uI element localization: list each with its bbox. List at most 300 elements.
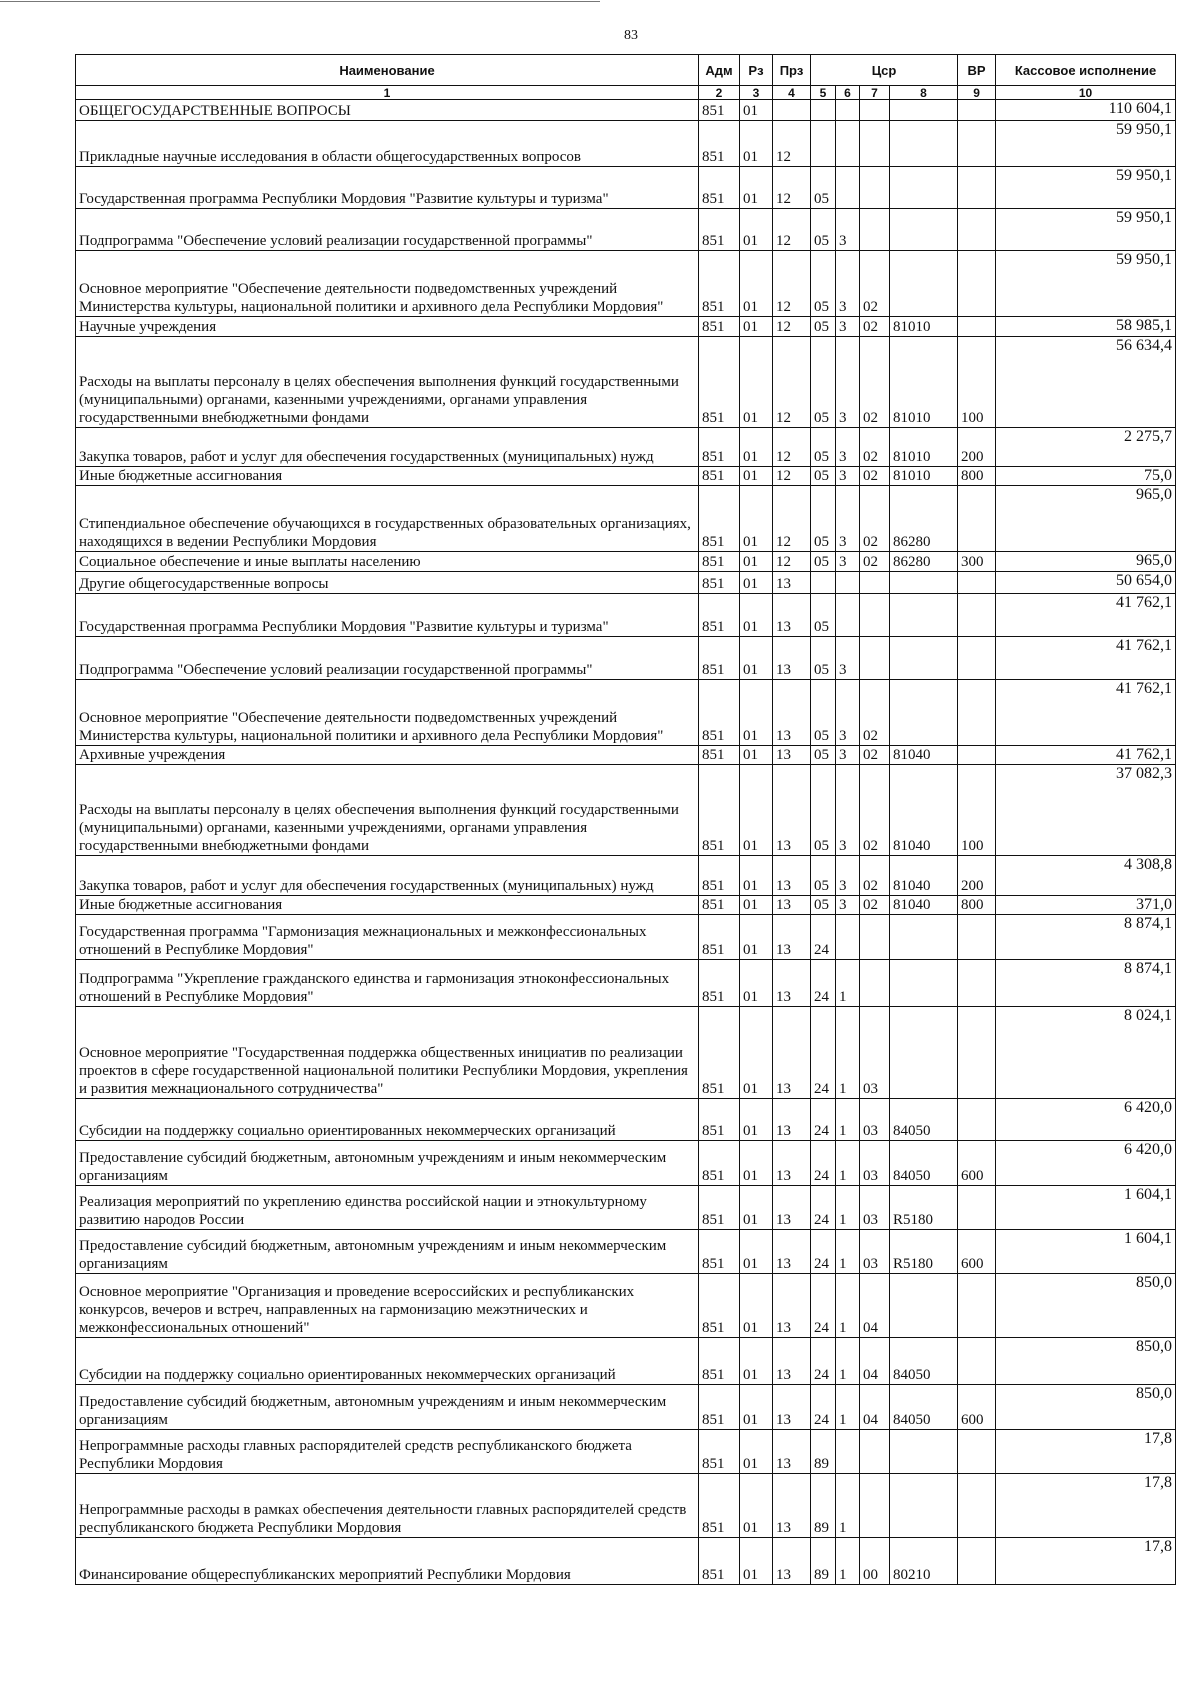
vr-code: [958, 960, 996, 1007]
row-name: Субсидии на поддержку социально ориентированных некоммерческих организаций: [76, 1099, 699, 1141]
vr-code: [958, 1474, 996, 1538]
table-row: [76, 167, 1176, 209]
csr-code-7: [860, 167, 890, 209]
adm-code: 851: [699, 251, 740, 317]
adm-code: 851: [699, 1274, 740, 1338]
prz-code: 13: [773, 572, 811, 594]
csr-code-7: 03: [860, 1230, 890, 1274]
row-name: Архивные учреждения: [76, 746, 699, 765]
column-number: 4: [773, 86, 811, 100]
amount-value: 6 420,0: [996, 1099, 1176, 1141]
table-row: [76, 486, 1176, 552]
adm-code: 851: [699, 1007, 740, 1099]
column-number: 3: [740, 86, 773, 100]
prz-code: 12: [773, 337, 811, 428]
csr-code-6: 3: [836, 428, 860, 467]
csr-code-5: 05: [811, 765, 836, 856]
prz-code: 13: [773, 1230, 811, 1274]
row-name: Государственная программа "Гармонизация межнациональных и межконфессиональных отношений в Республике Мордовия": [76, 915, 699, 960]
row-name: Основное мероприятие "Обеспечение деятельности подведомственных учреждений Министерства культуры, национальной политики и архивного дела Республики Мордовия": [76, 680, 699, 746]
rz-code: 01: [740, 1186, 773, 1230]
csr-code-5: 24: [811, 1099, 836, 1141]
prz-code: 13: [773, 1430, 811, 1474]
vr-code: 200: [958, 428, 996, 467]
csr-code-5: 89: [811, 1538, 836, 1585]
rz-code: 01: [740, 317, 773, 337]
rz-code: 01: [740, 209, 773, 251]
rz-code: 01: [740, 960, 773, 1007]
prz-code: 12: [773, 467, 811, 486]
csr-code-5: 05: [811, 552, 836, 572]
vr-code: 300: [958, 552, 996, 572]
amount-value: 1 604,1: [996, 1230, 1176, 1274]
csr-code-7: 02: [860, 856, 890, 896]
rz-code: 01: [740, 1538, 773, 1585]
csr-code-8: 86280: [890, 486, 958, 552]
table-body: [76, 100, 1176, 1585]
table-row: [76, 209, 1176, 251]
rz-code: 01: [740, 486, 773, 552]
csr-code-6: 3: [836, 765, 860, 856]
prz-code: 13: [773, 960, 811, 1007]
csr-code-6: 1: [836, 1338, 860, 1385]
rz-code: 01: [740, 765, 773, 856]
adm-code: 851: [699, 1430, 740, 1474]
rz-code: 01: [740, 552, 773, 572]
row-name: Реализация мероприятий по укреплению единства российской нации и этнокультурному развитию народов России: [76, 1186, 699, 1230]
column-number: 7: [860, 86, 890, 100]
vr-code: [958, 915, 996, 960]
amount-value: 59 950,1: [996, 121, 1176, 167]
csr-code-7: 02: [860, 337, 890, 428]
rz-code: 01: [740, 637, 773, 680]
table-row: [76, 765, 1176, 856]
table-row: [76, 1274, 1176, 1338]
amount-value: 41 762,1: [996, 594, 1176, 637]
prz-code: 12: [773, 251, 811, 317]
csr-code-8: 81010: [890, 337, 958, 428]
csr-code-8: [890, 637, 958, 680]
csr-code-6: 1: [836, 1385, 860, 1430]
rz-code: 01: [740, 896, 773, 915]
prz-code: 13: [773, 765, 811, 856]
csr-code-6: 1: [836, 1099, 860, 1141]
table-row: [76, 1385, 1176, 1430]
csr-code-6: 3: [836, 317, 860, 337]
table-row: [76, 1186, 1176, 1230]
row-name: Предоставление субсидий бюджетным, автономным учреждениям и иным некоммерческим организациям: [76, 1141, 699, 1186]
adm-code: 851: [699, 915, 740, 960]
adm-code: 851: [699, 896, 740, 915]
row-name: Подпрограмма "Укрепление гражданского единства и гармонизация этноконфессиональных отношений в Республике Мордовия": [76, 960, 699, 1007]
prz-code: 13: [773, 594, 811, 637]
prz-code: [773, 100, 811, 121]
header-vr: ВР: [958, 55, 996, 86]
rz-code: 01: [740, 1474, 773, 1538]
vr-code: 200: [958, 856, 996, 896]
adm-code: 851: [699, 317, 740, 337]
csr-code-6: 1: [836, 960, 860, 1007]
adm-code: 851: [699, 428, 740, 467]
csr-code-7: 02: [860, 746, 890, 765]
csr-code-8: 81010: [890, 428, 958, 467]
csr-code-8: 81040: [890, 896, 958, 915]
csr-code-7: [860, 1430, 890, 1474]
csr-code-5: 89: [811, 1474, 836, 1538]
vr-code: [958, 1430, 996, 1474]
csr-code-5: [811, 121, 836, 167]
amount-value: 8 874,1: [996, 915, 1176, 960]
vr-code: [958, 209, 996, 251]
row-name: Подпрограмма "Обеспечение условий реализации государственной программы": [76, 637, 699, 680]
adm-code: 851: [699, 167, 740, 209]
table-row: [76, 1007, 1176, 1099]
vr-code: 100: [958, 337, 996, 428]
vr-code: [958, 100, 996, 121]
adm-code: 851: [699, 594, 740, 637]
adm-code: 851: [699, 572, 740, 594]
rz-code: 01: [740, 467, 773, 486]
csr-code-8: [890, 1430, 958, 1474]
csr-code-7: [860, 915, 890, 960]
csr-code-7: 02: [860, 428, 890, 467]
adm-code: 851: [699, 637, 740, 680]
column-number: 10: [996, 86, 1176, 100]
row-name: Государственная программа Республики Мордовия "Развитие культуры и туризма": [76, 594, 699, 637]
csr-code-8: 81040: [890, 746, 958, 765]
table-row: [76, 1430, 1176, 1474]
csr-code-6: 1: [836, 1141, 860, 1186]
rz-code: 01: [740, 1430, 773, 1474]
adm-code: 851: [699, 337, 740, 428]
amount-value: 17,8: [996, 1538, 1176, 1585]
prz-code: 13: [773, 1141, 811, 1186]
column-number: 8: [890, 86, 958, 100]
header-csr: Цср: [811, 55, 958, 86]
adm-code: 851: [699, 856, 740, 896]
csr-code-8: [890, 100, 958, 121]
table-row: [76, 637, 1176, 680]
prz-code: 13: [773, 1007, 811, 1099]
row-name: Подпрограмма "Обеспечение условий реализации государственной программы": [76, 209, 699, 251]
csr-code-6: 1: [836, 1474, 860, 1538]
column-number: 6: [836, 86, 860, 100]
vr-code: [958, 680, 996, 746]
prz-code: 13: [773, 1474, 811, 1538]
header-name: Наименование: [76, 55, 699, 86]
page-number: 83: [624, 28, 638, 43]
csr-code-7: 02: [860, 486, 890, 552]
csr-code-5: 05: [811, 594, 836, 637]
vr-code: [958, 1274, 996, 1338]
csr-code-7: [860, 1474, 890, 1538]
csr-code-7: 02: [860, 765, 890, 856]
row-name: Непрограммные расходы в рамках обеспечения деятельности главных распорядителей средств республиканского бюджета Республики Мордовия: [76, 1474, 699, 1538]
csr-code-5: 05: [811, 486, 836, 552]
csr-code-5: 24: [811, 1141, 836, 1186]
csr-code-8: [890, 915, 958, 960]
prz-code: 13: [773, 1099, 811, 1141]
csr-code-6: 3: [836, 637, 860, 680]
amount-value: 371,0: [996, 896, 1176, 915]
csr-code-8: 86280: [890, 552, 958, 572]
csr-code-5: 89: [811, 1430, 836, 1474]
csr-code-8: 84050: [890, 1099, 958, 1141]
csr-code-8: 84050: [890, 1385, 958, 1430]
table-row: [76, 1474, 1176, 1538]
vr-code: [958, 1099, 996, 1141]
amount-value: 8 024,1: [996, 1007, 1176, 1099]
row-name: Субсидии на поддержку социально ориентированных некоммерческих организаций: [76, 1338, 699, 1385]
vr-code: 800: [958, 467, 996, 486]
csr-code-5: 24: [811, 1338, 836, 1385]
amount-value: 59 950,1: [996, 209, 1176, 251]
csr-code-8: [890, 680, 958, 746]
adm-code: 851: [699, 746, 740, 765]
vr-code: 600: [958, 1385, 996, 1430]
table-row: [76, 572, 1176, 594]
csr-code-5: 05: [811, 467, 836, 486]
amount-value: 4 308,8: [996, 856, 1176, 896]
rz-code: 01: [740, 167, 773, 209]
amount-value: 965,0: [996, 486, 1176, 552]
csr-code-5: 05: [811, 637, 836, 680]
vr-code: [958, 251, 996, 317]
prz-code: 13: [773, 1338, 811, 1385]
adm-code: 851: [699, 467, 740, 486]
vr-code: 600: [958, 1230, 996, 1274]
amount-value: 37 082,3: [996, 765, 1176, 856]
prz-code: 13: [773, 1186, 811, 1230]
csr-code-6: 3: [836, 896, 860, 915]
csr-code-6: 1: [836, 1230, 860, 1274]
csr-code-8: [890, 594, 958, 637]
csr-code-6: 1: [836, 1538, 860, 1585]
csr-code-6: 1: [836, 1274, 860, 1338]
row-name: Основное мероприятие "Обеспечение деятельности подведомственных учреждений Министерства культуры, национальной политики и архивного дела Республики Мордовия": [76, 251, 699, 317]
csr-code-5: 24: [811, 1385, 836, 1430]
csr-code-8: 84050: [890, 1141, 958, 1186]
amount-value: 41 762,1: [996, 637, 1176, 680]
table-row: [76, 428, 1176, 467]
vr-code: [958, 572, 996, 594]
csr-code-5: 24: [811, 1007, 836, 1099]
prz-code: 13: [773, 1538, 811, 1585]
csr-code-6: 3: [836, 337, 860, 428]
adm-code: 851: [699, 1230, 740, 1274]
csr-code-8: 84050: [890, 1338, 958, 1385]
csr-code-6: 3: [836, 856, 860, 896]
vr-code: [958, 746, 996, 765]
csr-code-6: 3: [836, 680, 860, 746]
csr-code-8: R5180: [890, 1186, 958, 1230]
rz-code: 01: [740, 680, 773, 746]
rz-code: 01: [740, 1274, 773, 1338]
csr-code-7: 03: [860, 1007, 890, 1099]
csr-code-6: [836, 572, 860, 594]
rz-code: 01: [740, 337, 773, 428]
csr-code-7: 03: [860, 1099, 890, 1141]
csr-code-5: 24: [811, 960, 836, 1007]
amount-value: 58 985,1: [996, 317, 1176, 337]
csr-code-8: [890, 121, 958, 167]
csr-code-7: [860, 100, 890, 121]
csr-code-8: 81040: [890, 765, 958, 856]
vr-code: [958, 167, 996, 209]
column-number: 1: [76, 86, 699, 100]
table-row: [76, 1141, 1176, 1186]
amount-value: 41 762,1: [996, 680, 1176, 746]
adm-code: 851: [699, 1186, 740, 1230]
csr-code-7: [860, 209, 890, 251]
row-name: Предоставление субсидий бюджетным, автономным учреждениям и иным некоммерческим организациям: [76, 1230, 699, 1274]
csr-code-7: [860, 637, 890, 680]
adm-code: 851: [699, 1385, 740, 1430]
adm-code: 851: [699, 765, 740, 856]
vr-code: [958, 1338, 996, 1385]
table-row: [76, 251, 1176, 317]
rz-code: 01: [740, 746, 773, 765]
amount-value: 59 950,1: [996, 251, 1176, 317]
rz-code: 01: [740, 915, 773, 960]
table-row: [76, 467, 1176, 486]
amount-value: 1 604,1: [996, 1186, 1176, 1230]
csr-code-6: 1: [836, 1007, 860, 1099]
rz-code: 01: [740, 1385, 773, 1430]
csr-code-7: 02: [860, 251, 890, 317]
amount-value: 59 950,1: [996, 167, 1176, 209]
csr-code-8: [890, 167, 958, 209]
row-name: Финансирование общереспубликанских мероприятий Республики Мордовия: [76, 1538, 699, 1585]
table-row: [76, 915, 1176, 960]
rz-code: 01: [740, 1007, 773, 1099]
table-row: [76, 1338, 1176, 1385]
prz-code: 12: [773, 167, 811, 209]
rz-code: 01: [740, 251, 773, 317]
rz-code: 01: [740, 1099, 773, 1141]
row-name: Основное мероприятие "Организация и проведение всероссийских и республиканских конкурсов, вечеров и встреч, направленных на гармонизацию межэтнических и межконфессиональных отношений": [76, 1274, 699, 1338]
rz-code: 01: [740, 121, 773, 167]
csr-code-6: [836, 167, 860, 209]
csr-code-7: [860, 594, 890, 637]
csr-code-8: [890, 1474, 958, 1538]
table-row: [76, 100, 1176, 121]
rz-code: 01: [740, 1141, 773, 1186]
adm-code: 851: [699, 1141, 740, 1186]
rz-code: 01: [740, 1230, 773, 1274]
vr-code: [958, 1538, 996, 1585]
csr-code-5: 05: [811, 746, 836, 765]
adm-code: 851: [699, 486, 740, 552]
csr-code-7: 02: [860, 680, 890, 746]
header-rz: Рз: [740, 55, 773, 86]
csr-code-8: 81010: [890, 317, 958, 337]
vr-code: [958, 121, 996, 167]
table-row: [76, 680, 1176, 746]
header-adm: Адм: [699, 55, 740, 86]
csr-code-6: [836, 121, 860, 167]
header-prz: Прз: [773, 55, 811, 86]
rz-code: 01: [740, 572, 773, 594]
adm-code: 851: [699, 1474, 740, 1538]
csr-code-7: 03: [860, 1186, 890, 1230]
csr-code-8: [890, 251, 958, 317]
column-number: 2: [699, 86, 740, 100]
table-row: [76, 746, 1176, 765]
table-row: [76, 960, 1176, 1007]
prz-code: 12: [773, 121, 811, 167]
amount-value: 850,0: [996, 1274, 1176, 1338]
vr-code: 100: [958, 765, 996, 856]
row-name: Расходы на выплаты персоналу в целях обеспечения выполнения функций государственными (муниципальными) органами, казенными учреждениями, органами управления государственными внебюджетными фондами: [76, 337, 699, 428]
csr-code-5: 05: [811, 251, 836, 317]
csr-code-7: 03: [860, 1141, 890, 1186]
adm-code: 851: [699, 1338, 740, 1385]
amount-value: 8 874,1: [996, 960, 1176, 1007]
prz-code: 12: [773, 552, 811, 572]
rz-code: 01: [740, 428, 773, 467]
amount-value: 50 654,0: [996, 572, 1176, 594]
csr-code-7: 02: [860, 317, 890, 337]
column-number: 9: [958, 86, 996, 100]
table-row: [76, 896, 1176, 915]
vr-code: [958, 1186, 996, 1230]
row-name: Непрограммные расходы главных распорядителей средств республиканского бюджета Республики Мордовия: [76, 1430, 699, 1474]
csr-code-5: 24: [811, 1186, 836, 1230]
prz-code: 12: [773, 317, 811, 337]
csr-code-5: 05: [811, 428, 836, 467]
csr-code-8: [890, 960, 958, 1007]
prz-code: 13: [773, 746, 811, 765]
amount-value: 17,8: [996, 1474, 1176, 1538]
rz-code: 01: [740, 100, 773, 121]
amount-value: 2 275,7: [996, 428, 1176, 467]
csr-code-8: [890, 1274, 958, 1338]
csr-code-8: [890, 572, 958, 594]
csr-code-7: 04: [860, 1274, 890, 1338]
csr-code-6: 3: [836, 552, 860, 572]
csr-code-5: 05: [811, 209, 836, 251]
row-name: Закупка товаров, работ и услуг для обеспечения государственных (муниципальных) нужд: [76, 428, 699, 467]
csr-code-5: 24: [811, 1230, 836, 1274]
csr-code-8: 81010: [890, 467, 958, 486]
csr-code-7: [860, 121, 890, 167]
amount-value: 965,0: [996, 552, 1176, 572]
csr-code-5: [811, 572, 836, 594]
prz-code: 12: [773, 428, 811, 467]
adm-code: 851: [699, 100, 740, 121]
csr-code-6: [836, 1430, 860, 1474]
csr-code-5: 05: [811, 337, 836, 428]
table-row: [76, 552, 1176, 572]
prz-code: 13: [773, 856, 811, 896]
csr-code-5: 05: [811, 680, 836, 746]
csr-code-6: 3: [836, 467, 860, 486]
csr-code-6: 3: [836, 209, 860, 251]
column-number: 5: [811, 86, 836, 100]
prz-code: 13: [773, 896, 811, 915]
vr-code: [958, 637, 996, 680]
row-name: Прикладные научные исследования в области общегосударственных вопросов: [76, 121, 699, 167]
amount-value: 850,0: [996, 1338, 1176, 1385]
csr-code-5: 05: [811, 167, 836, 209]
csr-code-8: R5180: [890, 1230, 958, 1274]
column-number-row: [76, 86, 1176, 100]
row-name: ОБЩЕГОСУДАРСТВЕННЫЕ ВОПРОСЫ: [76, 100, 699, 121]
adm-code: 851: [699, 121, 740, 167]
adm-code: 851: [699, 552, 740, 572]
csr-code-8: [890, 1007, 958, 1099]
